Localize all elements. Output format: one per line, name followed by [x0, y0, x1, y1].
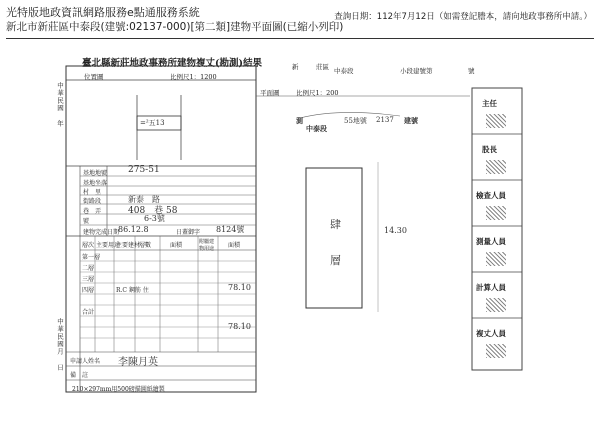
stamp-seal-icon [486, 298, 506, 312]
remark-label: 備 註 [70, 372, 89, 379]
stamp-label: 計算人員 [476, 283, 506, 292]
form-label: 日蓋御字 [176, 229, 201, 236]
form-label: 基地地號 [83, 170, 108, 177]
land-number-hw: 55地號 [344, 117, 367, 125]
form-label: 村 里 [83, 189, 102, 196]
stamp-label: 複丈人員 [476, 329, 506, 338]
dimension-label: 14.30 [384, 226, 407, 235]
table-header: 面積 [228, 242, 241, 249]
form-value: 408 巷 58 [128, 206, 178, 216]
applicant-label: 申請人姓名 [70, 358, 101, 365]
stamp-seal-icon [486, 252, 506, 266]
stamp-label: 檢查人員 [476, 191, 506, 200]
form-label: 巷 弄 [83, 208, 102, 215]
table-header: 主要建材 [116, 242, 141, 249]
top-district: 莊區 [316, 63, 329, 71]
form-value: 8124號 [216, 225, 245, 234]
applicant-name: 李陳月英 [118, 357, 158, 368]
paper-size-note: 210×297mm用500磅描圖紙繪製 [72, 386, 165, 393]
building-floor-label-2: 層 [330, 254, 341, 267]
side-left-bottom: 中華民國 [56, 318, 64, 348]
top-number: 號 [468, 67, 475, 75]
table-header: 面積 [170, 242, 183, 249]
stamp-seal-icon [486, 206, 506, 220]
stamp-seal-icon [486, 344, 506, 358]
location-scale: 比例尺1：1200 [170, 73, 217, 81]
form-value: 86.12.8 [118, 225, 149, 234]
table-header: 層數 [139, 242, 152, 249]
side-left-month: 月 [56, 348, 64, 356]
table-cell: R.C 鋼筋 住 [116, 287, 149, 294]
side-left-day: 日 [56, 364, 64, 372]
table-header: 附屬建物用途 [199, 239, 215, 252]
table-cell: 78.10 [228, 283, 251, 292]
table-row: 三層 [82, 276, 95, 283]
table-row: 二層 [82, 265, 95, 272]
plan-scale: 比例尺1：200 [296, 89, 339, 97]
form-label: 號 [83, 218, 90, 225]
stamp-seal-icon [486, 114, 506, 128]
building-floor-label: 肆 [330, 218, 341, 231]
table-header: 主要用途 [96, 242, 121, 249]
location-label: 位置圖 [84, 73, 104, 81]
form-value: 6-3號 [144, 214, 165, 223]
stamp-label: 主任 [482, 99, 497, 108]
location-box-text: =²五13 [140, 119, 165, 127]
document-title: 臺北縣新莊地政事務所建物複丈(勘測)結果 [82, 58, 262, 69]
table-row: 合計 [82, 309, 95, 316]
land-section-sub: 測 [296, 116, 303, 125]
side-left-year: 年 [56, 120, 64, 128]
office-line: 新北市新莊區中泰段(建號:02137-000)[第二類]建物平面圖(已縮小列印) [6, 21, 344, 33]
plan-label: 平面圖 [260, 89, 280, 97]
top-county: 新 [292, 63, 299, 71]
form-label: 建物完成日期 [83, 229, 120, 236]
system-title: 光特版地政資訊網路服務e點通服務系統 [6, 6, 200, 19]
form-value: 新泰 路 [128, 195, 160, 204]
stamp-seal-icon [486, 160, 506, 174]
land-building: 建號 [404, 116, 418, 125]
query-date: 查詢日期：112年7月12日（如需登記謄本，請向地政事務所申請。） [334, 12, 592, 22]
top-subsection: 小段建號第 [400, 67, 433, 75]
table-row: 四層 [82, 287, 95, 294]
form-label: 街路段 [83, 198, 102, 205]
stamp-label: 股長 [482, 145, 497, 154]
top-section: 中泰段 [334, 67, 354, 75]
table-header: 層次 [82, 242, 95, 249]
form-value: 275-51 [128, 165, 160, 175]
form-label: 基地坐落 [83, 180, 108, 187]
side-left-top: 中華民國 [56, 82, 64, 112]
land-no: 2137 [376, 116, 394, 124]
land-section: 中泰段 [306, 124, 327, 133]
table-row: 第一層 [82, 254, 101, 261]
stamp-label: 測量人員 [476, 237, 506, 246]
table-cell: 78.10 [228, 322, 251, 331]
